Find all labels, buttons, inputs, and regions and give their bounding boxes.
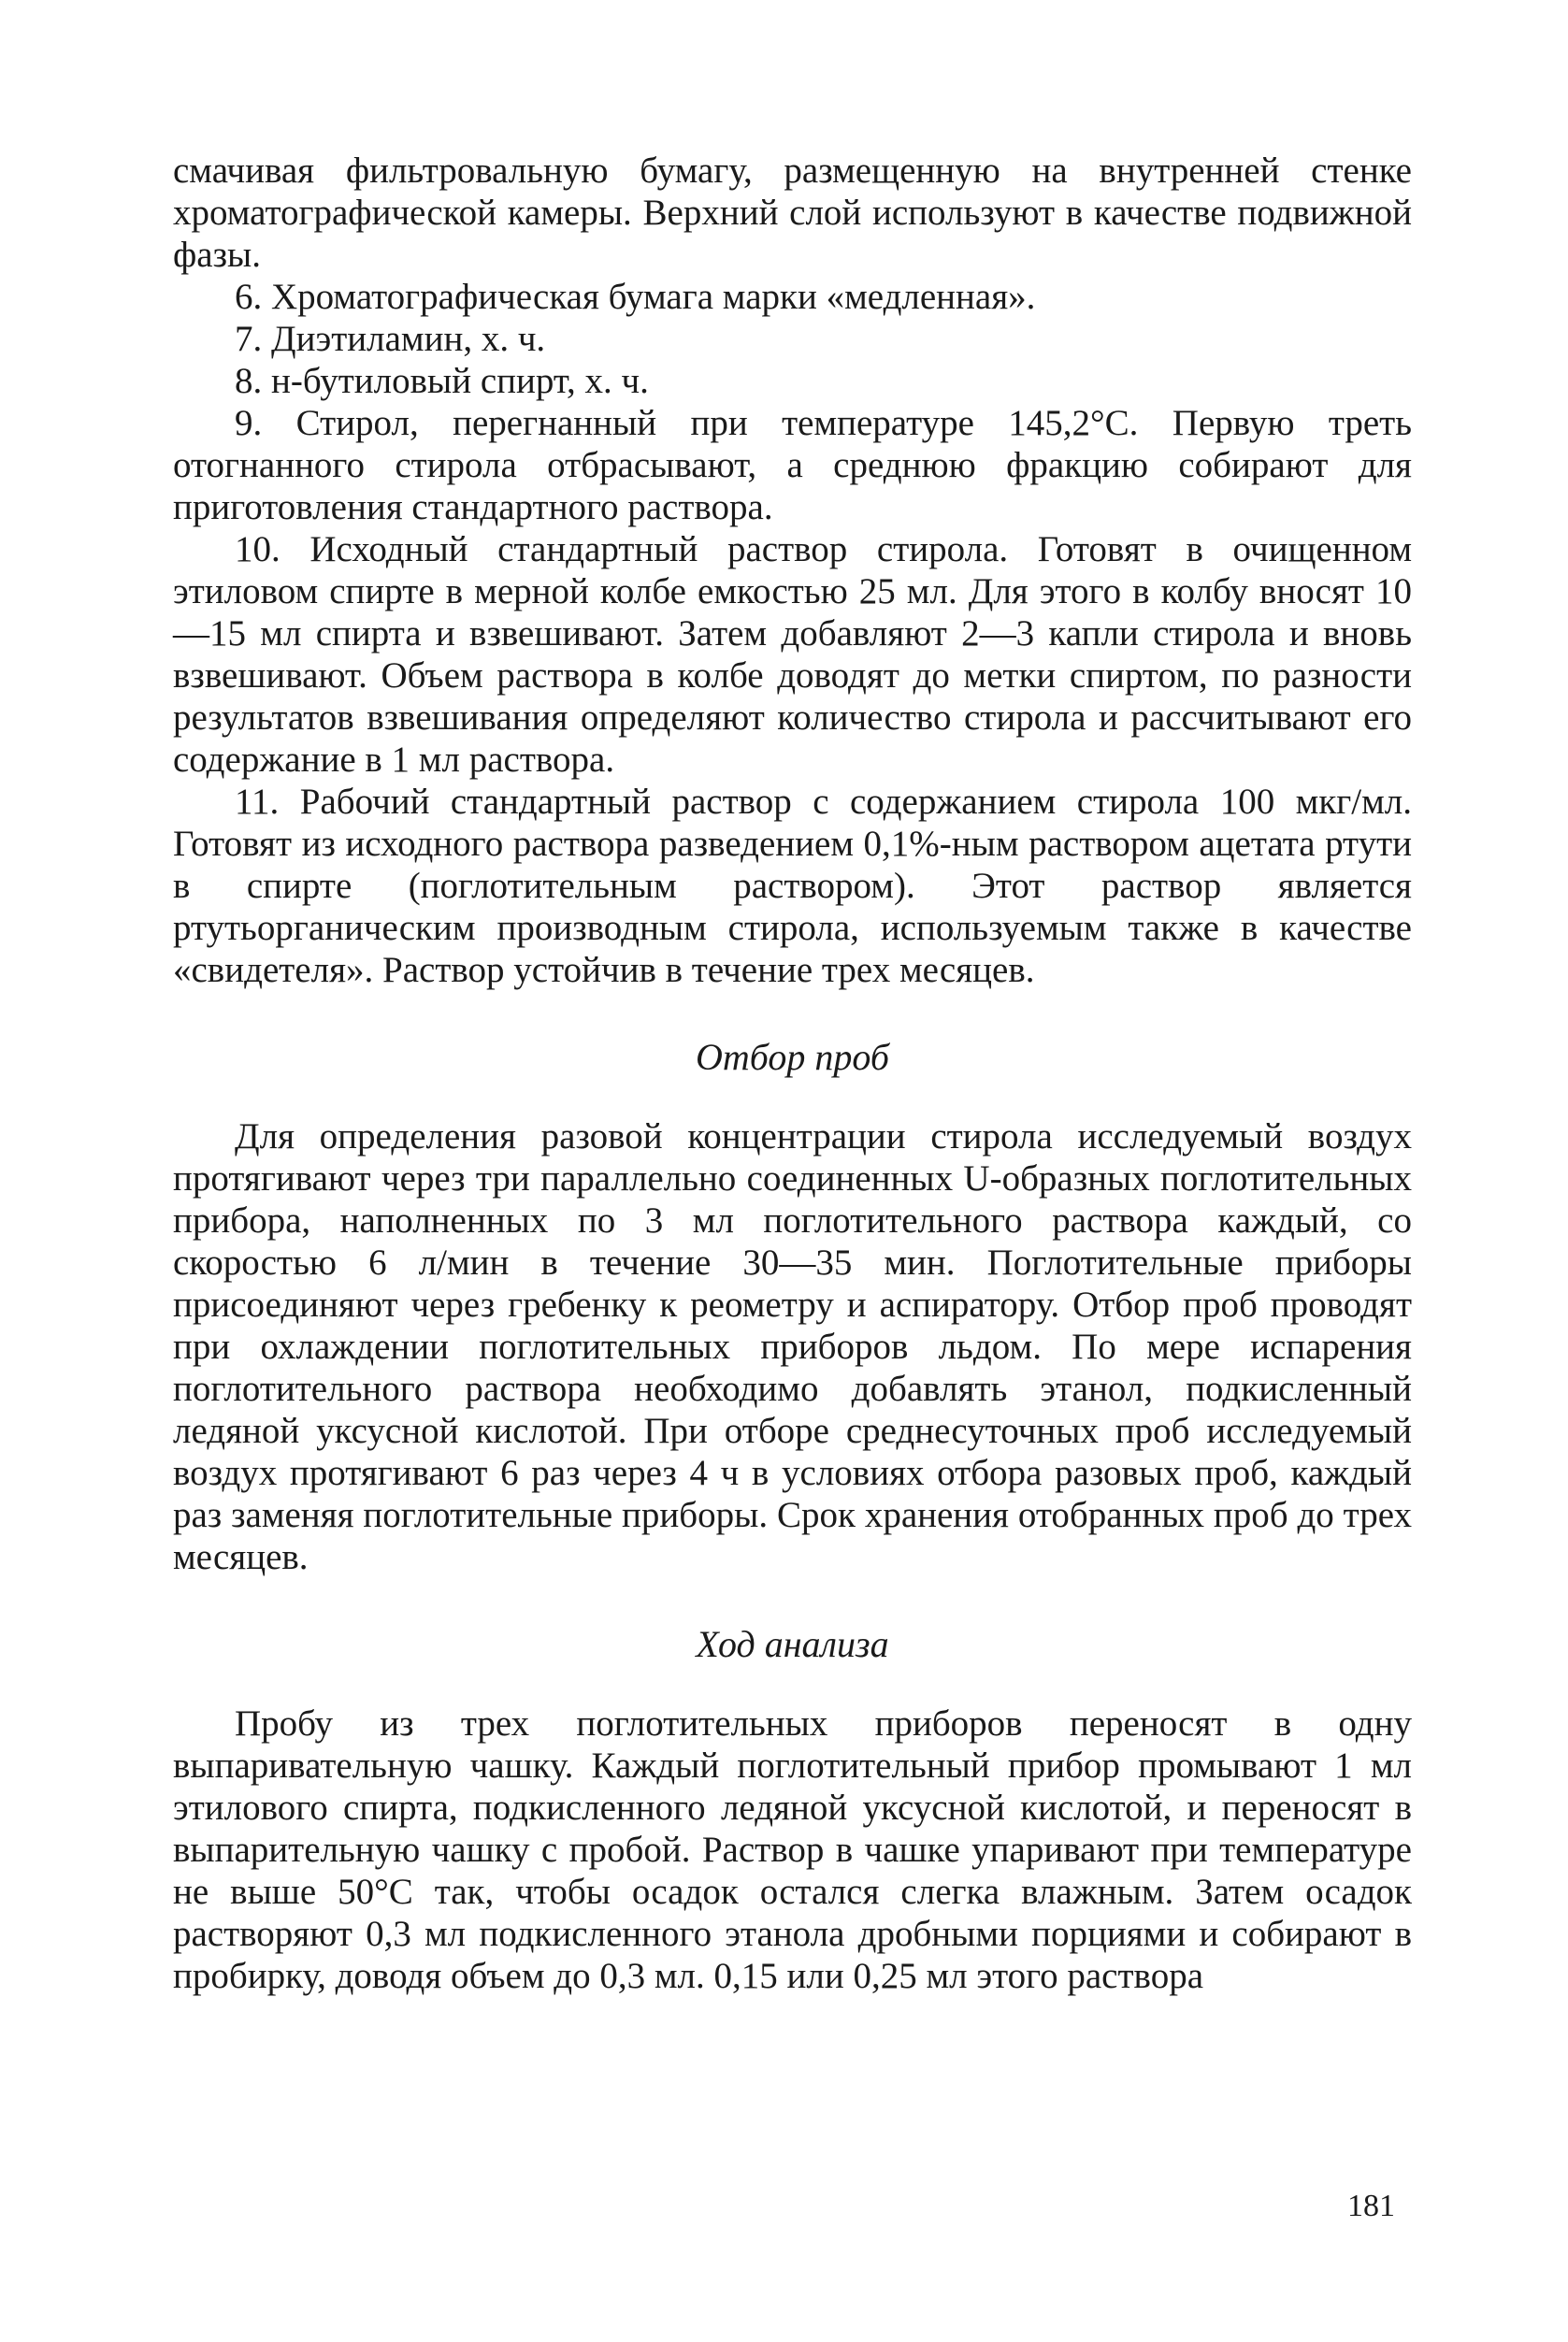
page-body (173, 150, 1412, 1997)
section-heading-sampling: Отбор проб (696, 1036, 889, 1078)
list-item-7: 7. Диэтиламин, х. ч. (235, 319, 546, 359)
list-item-11: 11. Рабочий стандартный раствор с содержанием стирола 100 мкг/мл. Готовят из исходного раствора разведением 0,1%-ным раствором ацетата ртути в спирте (поглотительным раствором). Этот раствор является ртутьорганическим производным стирола, используемым также в качестве «свидетеля». Раствор устойчив в течение трех месяцев. (173, 782, 1412, 990)
list-item-6: 6. Хроматографическая бумага марки «медленная». (235, 277, 1036, 317)
list-item-8: 8. н-бутиловый спирт, х. ч. (235, 361, 649, 401)
paragraph-sampling: Для определения разовой концентрации стирола исследуемый воздух протягивают через три параллельно соединенных U-образных поглотительных прибора, наполненных по 3 мл поглотительного раствора каждый, со скоростью 6 л/мин в течение 30—35 мин. Поглотительные приборы присоединяют через гребенку к реометру и аспиратору. Отбор проб проводят при охлаждении поглотительных приборов льдом. По мере испарения поглотительного раствора необходимо добавлять этанол, подкисленный ледяной уксусной кислотой. При отборе среднесуточных проб исследуемый воздух протягивают 6 раз через 4 ч в условиях отбора разовых проб, каждый раз заменяя поглотительные приборы. Срок хранения отобранных проб до трех месяцев. (173, 1116, 1412, 1577)
section-heading-analysis: Ход анализа (696, 1623, 889, 1665)
list-item-10: 10. Исходный стандартный раствор стирола. Готовят в очищенном этиловом спирте в мерной колбе емкостью 25 мл. Для этого в колбу вносят 10—15 мл спирта и взвешивают. Затем добавляют 2—3 капли стирола и вновь взвешивают. Объем раствора в колбе доводят до метки спиртом, по разности результатов взвешивания определяют количество стирола и рассчитывают его содержание в 1 мл раствора. (173, 529, 1412, 780)
page-number: 181 (1347, 2189, 1395, 2223)
paragraph-continuation: смачивая фильтровальную бумагу, размещенную на внутренней стенке хроматографической камеры. Верхний слой используют в качестве подвижной фазы. (173, 151, 1412, 275)
list-item-9: 9. Стирол, перегнанный при температуре 145,2°С. Первую треть отогнанного стирола отбрасывают, а среднюю фракцию собирают для приготовления стандартного раствора. (173, 403, 1412, 527)
paragraph-analysis: Пробу из трех поглотительных приборов переносят в одну выпаривательную чашку. Каждый поглотительный прибор промывают 1 мл этилового спирта, подкисленного ледяной уксусной кислотой, и переносят в выпарительную чашку с пробой. Раствор в чашке упаривают при температуре не выше 50°С так, чтобы осадок остался слегка влажным. Затем осадок растворяют 0,3 мл подкисленного этанола дробными порциями и собирают в пробирку, доводя объем до 0,3 мл. 0,15 или 0,25 мл этого раствора (173, 1703, 1412, 1996)
